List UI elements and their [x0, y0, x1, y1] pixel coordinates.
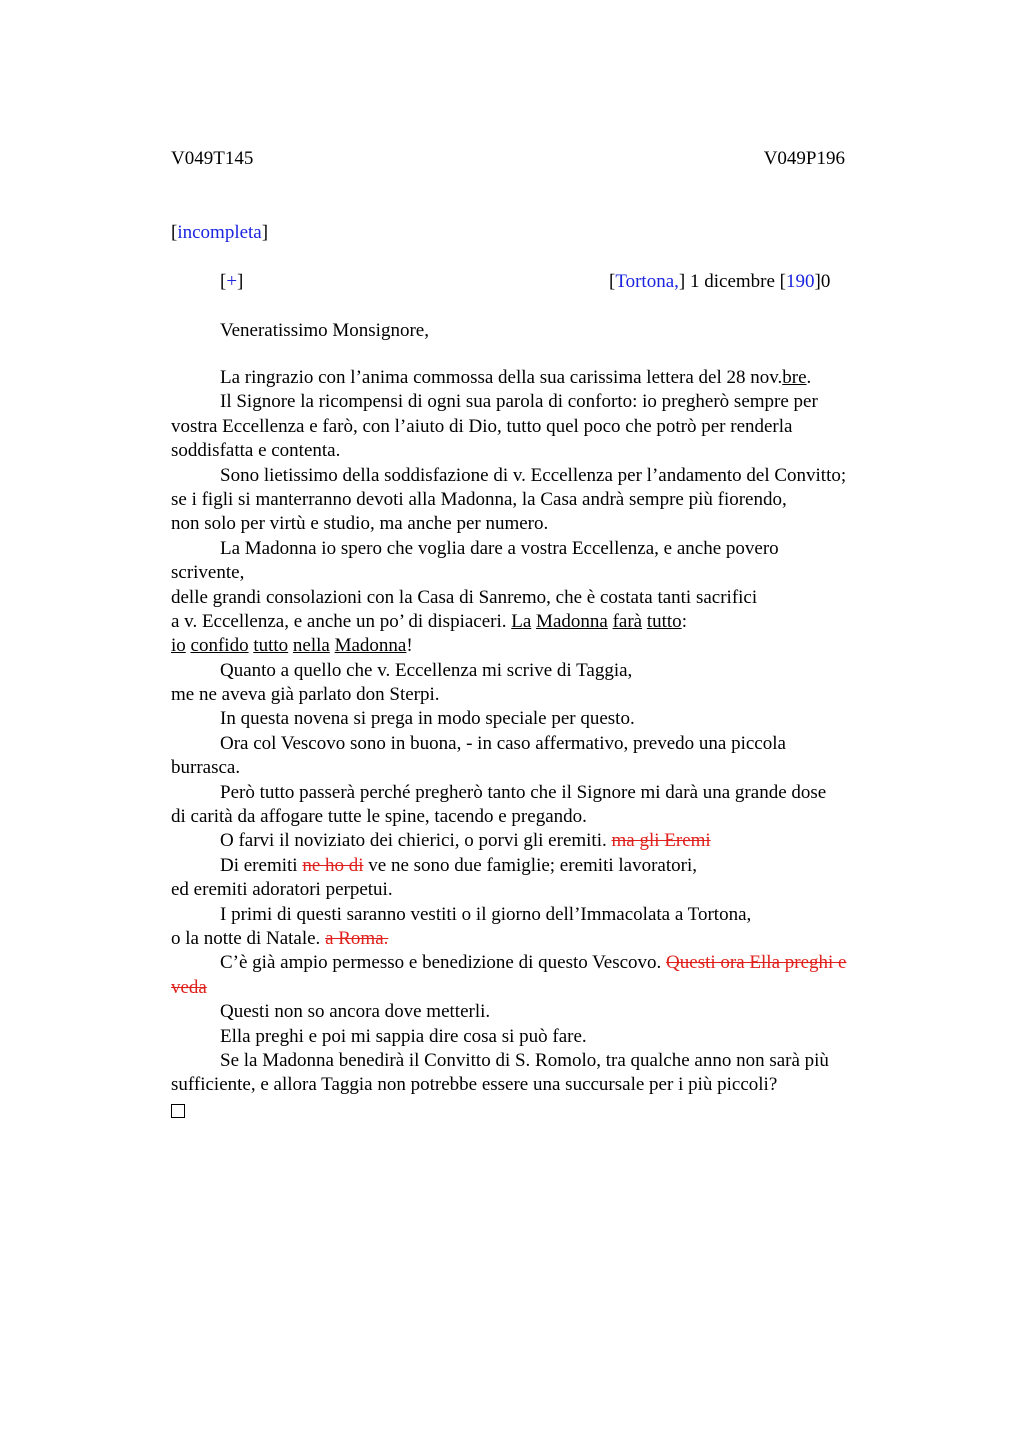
text-line: Ora col Vescovo sono in buona, - in caso affermativo, prevedo una piccola: [220, 732, 786, 754]
underlined-text: La: [511, 610, 532, 632]
deleted-text: ma gli Eremi: [611, 830, 711, 852]
year-part: 190: [786, 271, 815, 292]
date-part: [: [609, 271, 616, 292]
date-part: ] 1 dicembre [: [678, 271, 786, 292]
underlined-text: tutto: [646, 610, 682, 632]
text-line: sufficiente, e allora Taggia non potrebbe essere una succursale per i più piccoli?: [171, 1074, 778, 1096]
underlined-text: Madonna: [536, 610, 608, 632]
underlined-text: tutto: [253, 635, 289, 657]
text-line: me ne aveva già parlato don Sterpi.: [171, 684, 440, 706]
bracket: [: [171, 222, 178, 243]
plus-marker: [220, 271, 243, 293]
text: ve ne sono due famiglie; eremiti lavoratori,: [363, 854, 697, 876]
place-date: [609, 271, 830, 293]
header-left-code: V049T145: [171, 148, 254, 169]
text: .: [806, 367, 812, 388]
underlined-text: bre: [782, 367, 807, 388]
header-right-code: V049P196: [763, 148, 845, 169]
text-line: Questi non so ancora dove metterli.: [220, 1001, 491, 1023]
text: a v. Eccellenza, e anche un po’ di dispiaceri.: [171, 610, 512, 632]
bracket: ]: [261, 222, 269, 243]
text-line: [171, 976, 911, 1000]
bracket: [: [220, 271, 227, 292]
text: La ringrazio con l’anima commossa della sua carissima lettera del 28 nov.: [220, 367, 783, 388]
text-line: non solo per virtù e studio, ma anche per numero.: [171, 513, 549, 535]
text-line: [171, 366, 911, 390]
deleted-text: veda: [171, 976, 207, 998]
letter-body: [171, 366, 911, 1122]
text-line: se i figli si manterranno devoti alla Madonna, la Casa andrà sempre più fiorendo,: [171, 488, 787, 510]
text: Di eremiti: [220, 854, 303, 876]
text-line: Però tutto passerà perché pregherò tanto che il Signore mi darà una grande dose: [220, 781, 827, 803]
text-line: La Madonna io spero che voglia dare a vostra Eccellenza, e anche povero: [220, 537, 779, 559]
plus-sign: +: [226, 271, 238, 292]
underlined-text: io: [171, 635, 186, 657]
salutation: Veneratissimo Monsignore,: [220, 320, 429, 341]
text-line: ed eremiti adoratori perpetui.: [171, 879, 393, 901]
text-line: [171, 610, 911, 634]
text: !: [406, 635, 413, 657]
text-line: Sono lietissimo della soddisfazione di v. Eccellenza per l’andamento del Convitto;: [220, 464, 847, 486]
text: O farvi il noviziato dei chierici, o porvi gli eremiti.: [220, 830, 612, 852]
empty-square-icon: [171, 1104, 185, 1118]
text-line: Quanto a quello che v. Eccellenza mi scrive di Taggia,: [220, 659, 633, 681]
end-mark-line: [171, 1098, 911, 1122]
text-line: [171, 927, 911, 951]
status-label: incompleta: [177, 222, 262, 243]
status-note: [171, 222, 268, 244]
text-line: di carità da affogare tutte le spine, tacendo e pregando.: [171, 806, 587, 828]
text-line: scrivente,: [171, 562, 245, 584]
text-line: In questa novena si prega in modo speciale per questo.: [220, 708, 635, 730]
text-line: Il Signore la ricompensi di ogni sua parola di conforto: io pregherò sempre per: [220, 391, 818, 413]
underlined-text: farà: [612, 610, 643, 632]
text-line: delle grandi consolazioni con la Casa di Sanremo, che è costata tanti sacrifici: [171, 586, 758, 608]
bracket: ]: [237, 271, 244, 292]
text: o la notte di Natale.: [171, 927, 326, 949]
underlined-text: nella: [292, 635, 330, 657]
text-line: [171, 829, 911, 853]
text-line: I primi di questi saranno vestiti o il giorno dell’Immacolata a Tortona,: [220, 903, 752, 925]
text-line: burrasca.: [171, 757, 241, 779]
text-line: [171, 951, 911, 975]
text-line: Se la Madonna benedirà il Convitto di S. Romolo, tra qualche anno non sarà più: [220, 1049, 829, 1071]
date-part: ]0: [814, 271, 831, 292]
underlined-text: confido: [190, 635, 249, 657]
text-line: Ella preghi e poi mi sappia dire cosa si può fare.: [220, 1025, 587, 1047]
text-line: [171, 854, 911, 878]
text-line: vostra Eccellenza e farò, con l’aiuto di Dio, tutto quel poco che potrò per renderla: [171, 415, 793, 437]
underlined-text: Madonna: [334, 635, 407, 657]
deleted-text: a Roma.: [325, 927, 389, 949]
text-line: soddisfatta e contenta.: [171, 440, 341, 462]
text-line: [171, 634, 911, 658]
deleted-text: Questi ora Ella preghi e: [666, 952, 847, 974]
text: C’è già ampio permesso e benedizione di questo Vescovo.: [220, 952, 667, 974]
text: :: [681, 610, 687, 632]
deleted-text: ne ho di: [302, 854, 364, 876]
place: Tortona,: [615, 271, 679, 292]
